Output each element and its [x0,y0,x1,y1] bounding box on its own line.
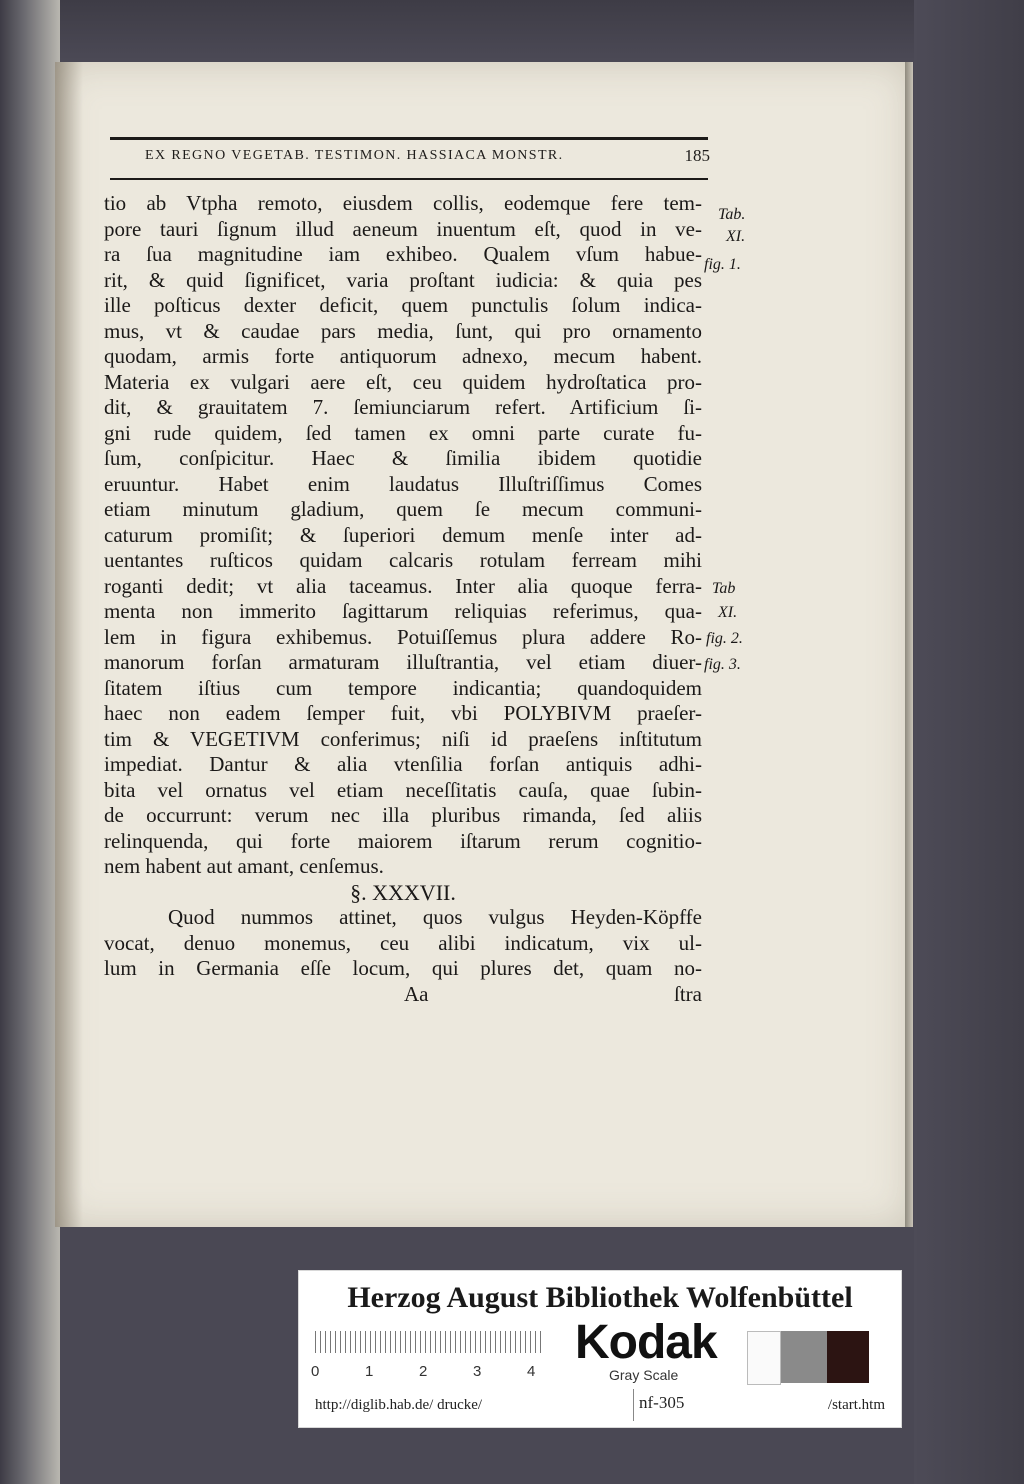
text-line: menta non immerito ſagittarum reliquias referimus, qua- [104,599,702,623]
text-line: dit, & grauitatem 7. ſemiunciarum refert. Artificium ſi- [104,395,702,419]
text-line: roganti dedit; vt alia taceamus. Inter alia quoque ferra- [104,573,702,598]
margin-note: Tab. [718,206,746,223]
text-line: bita vel ornatus vel etiam neceſſitatis cauſa, quae ſubin- [104,777,702,802]
scan-background-left [0,0,60,1484]
catchword: ſtra [674,981,702,1006]
margin-note: fig. 2. [706,630,743,647]
separator [633,1389,634,1421]
scale-number: 0 [311,1363,320,1380]
header-rule-top [110,137,708,140]
text-line: vocat, denuo monemus, ceu alibi indicatum, vix ul- [104,930,702,955]
text-line: uentantes ruſticos quidam calcaris rotulam ferream mihi [104,548,702,572]
scale-number: 1 [365,1363,374,1380]
scan-background-top [0,0,1024,60]
gray-patch-mid [781,1331,827,1383]
text-line: quodam, armis forte antiquorum adnexo, mecum habent. [104,344,702,368]
text-line: etiam minutum gladium, quem ſe mecum communi- [104,497,702,521]
text-line: nem habent aut amant, cenſemus. [104,854,384,878]
header-rule-bottom [110,178,708,180]
text-line: caturum promiſit; & ſuperiori demum menſe inter ad- [104,522,702,547]
text-line: tio ab Vtpha remoto, eiusdem collis, eodemque fere tem- [104,191,702,215]
gray-scale-label: Gray Scale [609,1367,679,1383]
text-line: ra ſua magnitudine iam exhibeo. Qualem vſum habue- [104,242,702,266]
scale-number: 2 [419,1363,428,1380]
page-number: 185 [684,146,710,165]
text-line: ſitatem iſtius cum tempore indicantia; quandoquidem [104,675,702,700]
section-heading: §. XXXVII. [350,879,456,905]
ruler-scale [315,1331,543,1353]
margin-note: fig. 3. [704,656,741,673]
margin-note: fig. 1. [704,256,741,273]
text-line: ſum, conſpicitur. Haec & ſimilia ibidem quotidie [104,446,702,470]
text-line: ille poſticus dexter deficit, quem punctulis ſolum indica- [104,293,702,317]
spine-shadow [55,62,83,1227]
body-text [104,191,702,1007]
library-name: Herzog August Bibliothek Wolfenbüttel [347,1281,853,1314]
library-plate [298,1270,902,1428]
text-line: rit, & quid ſignificet, varia proſtant iudicia: & quia pes [104,267,702,292]
text-line: lem in figura exhibemus. Potuiſſemus plura addere Ro- [104,624,702,649]
text-line: manorum forſan armaturam illuſtrantia, vel etiam diuer- [104,650,702,674]
url-right: /start.htm [827,1397,885,1413]
gray-patch-white [747,1331,781,1385]
running-head [145,148,710,174]
text-line: impediat. Dantur & alia vtenſilia forſan antiquis adhi- [104,752,702,776]
margin-note: Tab [712,580,736,597]
scale-number: 4 [527,1363,536,1380]
margin-note: XI. [726,228,746,245]
text-line: pore tauri ſignum illud aeneum inuentum eſt, quod in ve- [104,216,702,241]
text-line: haec non eadem ſemper fuit, vbi POLYBIVM praeſer- [104,701,702,725]
margin-note: XI. [718,604,738,621]
text-line: mus, vt & caudae pars media, ſunt, qui pro ornamento [104,318,702,343]
text-line: eruuntur. Habet enim laudatus Illuſtriſſimus Comes [104,471,702,496]
text-line: relinquenda, qui forte maiorem iſtarum rerum cognitio- [104,828,702,853]
text-line: lum in Germania eſſe locum, qui plures det, quam no- [104,956,702,980]
text-line: gni rude quidem, ſed tamen ex omni parte curate fu- [104,420,702,445]
scan-background-right [914,0,1024,1484]
scale-number: 3 [473,1363,482,1380]
running-head-text: EX REGNO VEGETAB. TESTIMON. HASSIACA MONSTR. [145,148,564,163]
url-left: http://diglib.hab.de/ drucke/ [315,1397,483,1413]
text-line: Materia ex vulgari aere eſt, ceu quidem hydroſtatica pro- [104,369,702,394]
shelfmark-code: nf-305 [639,1393,685,1412]
signature-mark: Aa [404,981,429,1006]
text-line: de occurrunt: verum nec illa pluribus rimanda, ſed aliis [104,803,702,827]
gray-patch-dark [827,1331,869,1383]
catchword-line [104,982,702,1008]
page-edge [905,62,913,1227]
text-line: tim & VEGETIVM conferimus; niſi id praeſens inſtitutum [104,726,702,751]
kodak-logo: Kodak [575,1316,717,1369]
text-line: Quod nummos attinet, quos vulgus Heyden-Köpffe [168,905,702,929]
